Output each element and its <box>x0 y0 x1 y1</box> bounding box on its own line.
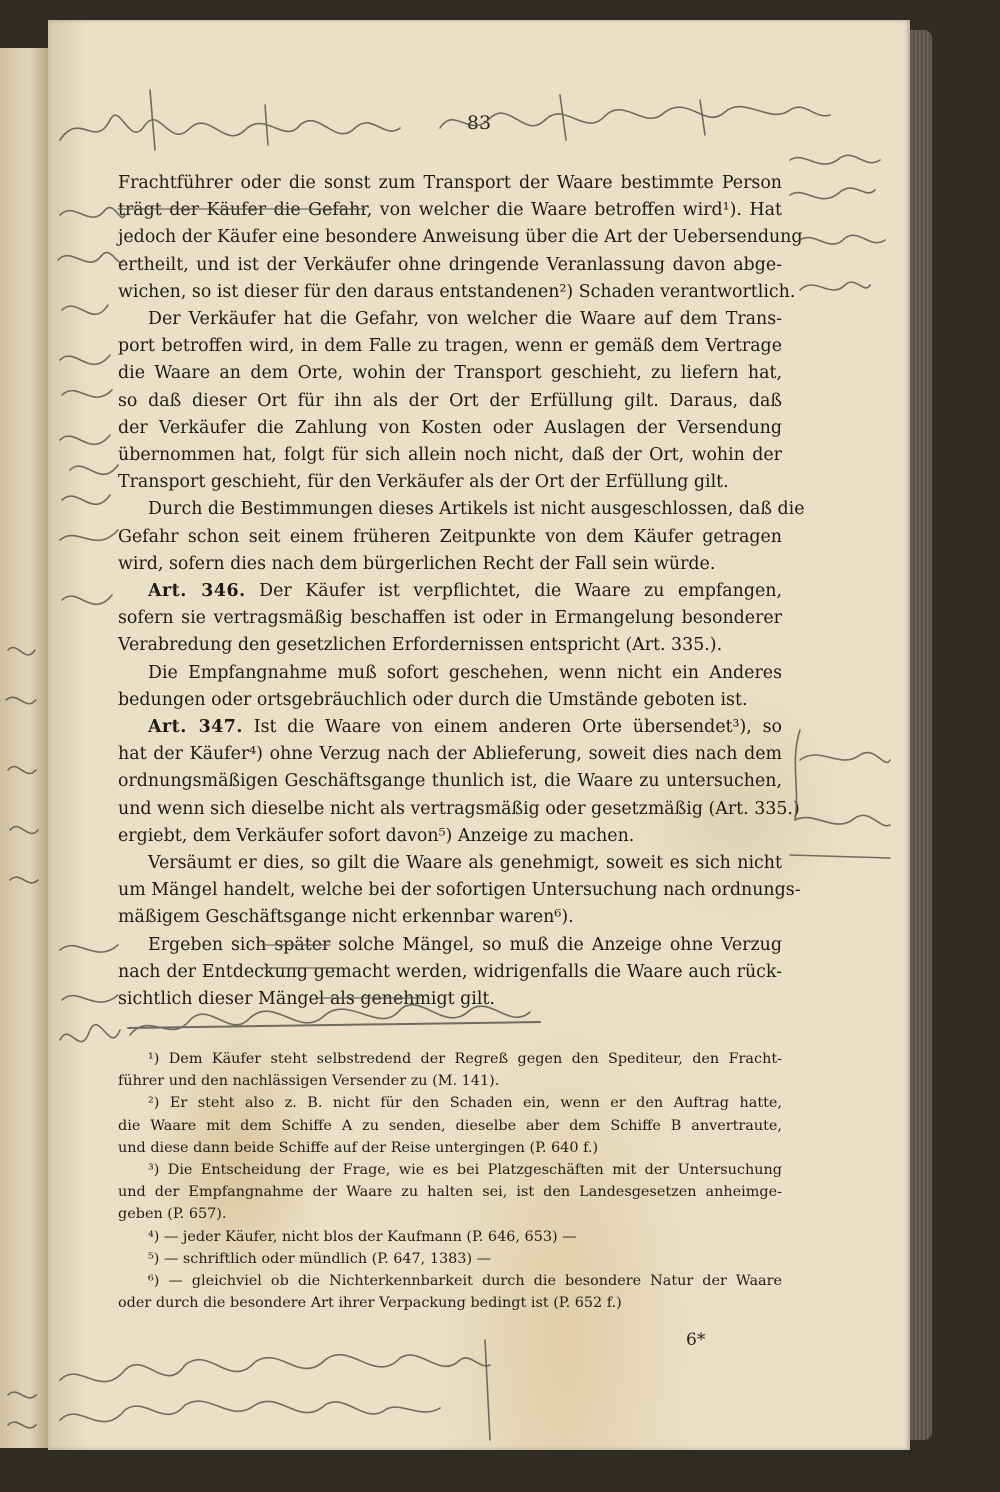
text-line-text: wichen, so ist dieser für den daraus entstandenen²) Schaden verantwortlich. <box>118 281 796 302</box>
text-line <box>118 333 782 360</box>
text-line-text: Ergeben sich später solche Mängel, so muß die Anzeige ohne Verzug <box>148 934 782 955</box>
footnote-line <box>118 1092 782 1114</box>
article-heading: Art. 347. <box>148 717 243 738</box>
text-line <box>118 469 782 496</box>
text-line-text: Frachtführer oder die sonst zum Transport der Waare bestimmte Person <box>118 173 782 193</box>
text-line <box>118 796 800 823</box>
footnote-line <box>118 1203 782 1225</box>
text-line-text: so daß dieser Ort für ihn als der Ort der Erfüllung gilt. Daraus, daß <box>118 390 782 411</box>
article-heading: Art. 346. <box>148 581 246 602</box>
text-line-text: der Verkäufer die Zahlung von Kosten oder Auslagen der Versendung <box>118 417 782 438</box>
text-line-text: und wenn sich dieselbe nicht als vertragsmäßig oder gesetzmäßig (Art. 335.) <box>118 798 800 819</box>
text-line <box>118 224 803 251</box>
text-line <box>118 252 782 279</box>
text-line-text: sichtlich dieser Mängel als genehmigt gilt. <box>118 989 495 1010</box>
text-line <box>118 877 801 904</box>
text-line-text: mäßigem Geschäftsgange nicht erkennbar waren⁶). <box>118 907 574 928</box>
footnote-line-text: ⁶) — gleichviel ob die Nichterkennbarkeit durch die besondere Natur der Waare <box>148 1273 782 1290</box>
text-line-text: hat der Käufer⁴) ohne Verzug nach der Ablieferung, soweit dies nach dem <box>118 744 782 765</box>
footnote-line-text: führer und den nachlässigen Versender zu (M. 141). <box>118 1073 500 1090</box>
footnote-line-text: die Waare mit dem Schiffe A zu senden, dieselbe aber dem Schiffe B anvertraute, <box>118 1117 782 1134</box>
text-line <box>118 551 782 578</box>
signature-mark: 6* <box>686 1330 706 1350</box>
text-line <box>118 687 782 714</box>
footnote-line-text: geben (P. 657). <box>118 1206 227 1223</box>
text-line-text: Gefahr schon seit einem früheren Zeitpunkte von dem Käufer getragen <box>118 526 782 547</box>
text-line <box>118 660 782 687</box>
text-line-text: ordnungsmäßigen Geschäftsgange thunlich ist, die Waare zu untersuchen, <box>118 771 782 792</box>
text-line <box>118 932 782 959</box>
text-line-text: sofern sie vertragsmäßig beschaffen ist oder in Ermangelung besonderer <box>118 608 782 629</box>
text-line-text: die Waare an dem Orte, wohin der Transport geschieht, zu liefern hat, <box>118 363 782 384</box>
footnote-line-text: ⁴) — jeder Käufer, nicht blos der Kaufmann (P. 646, 653) — <box>148 1228 577 1245</box>
text-line-text: Durch die Bestimmungen dieses Artikels ist nicht ausgeschlossen, daß die <box>148 499 805 520</box>
main-text-block <box>118 170 805 1013</box>
footnote-line <box>118 1115 782 1137</box>
text-line-text: nach der Entdeckung gemacht werden, widrigenfalls die Waare auch rück- <box>118 961 782 982</box>
page-number: 83 <box>466 112 492 134</box>
text-line-text: Der Verkäufer hat die Gefahr, von welcher die Waare auf dem Trans- <box>148 309 782 330</box>
footnote-line <box>118 1048 782 1070</box>
text-line <box>118 959 782 986</box>
text-line <box>118 904 782 931</box>
text-line-text: Versäumt er dies, so gilt die Waare als genehmigt, soweit es sich nicht <box>148 853 782 874</box>
text-line <box>118 768 782 795</box>
footnote-line-text: oder durch die besondere Art ihrer Verpackung bedingt ist (P. 652 f.) <box>118 1295 622 1312</box>
footnote-line-text: und diese dann beide Schiffe auf der Reise untergingen (P. 640 f.) <box>118 1139 599 1156</box>
text-line <box>118 279 796 306</box>
footnote-line-text: ¹) Dem Käufer steht selbstredend der Regreß gegen den Spediteur, den Fracht- <box>148 1051 782 1067</box>
footnote-line <box>118 1137 782 1159</box>
text-line-text: port betroffen wird, in dem Falle zu tragen, wenn er gemäß dem Vertrage <box>118 336 782 357</box>
footnote-line <box>118 1226 782 1248</box>
footnote-line <box>118 1159 782 1181</box>
text-line <box>118 632 782 659</box>
text-line-text: Die Empfangnahme muß sofort geschehen, wenn nicht ein Anderes <box>148 662 782 683</box>
text-line <box>118 388 782 415</box>
text-line <box>118 170 782 197</box>
text-line-text: ertheilt, und ist der Verkäufer ohne dringende Veranlassung davon abge- <box>118 254 782 275</box>
footnote-line <box>118 1292 782 1314</box>
footnote-line-text: ⁵) — schriftlich oder mündlich (P. 647, 1383) — <box>148 1250 492 1267</box>
text-line <box>118 496 805 523</box>
footnote-line-text: ²) Er steht also z. B. nicht für den Schaden ein, wenn er den Auftrag hatte, <box>148 1095 782 1112</box>
text-line <box>118 605 782 632</box>
text-line-text: jedoch der Käufer eine besondere Anweisung über die Art der Uebersendung <box>118 227 803 248</box>
text-line-text: Verabredung den gesetzlichen Erfordernissen entspricht (Art. 335.). <box>118 635 723 656</box>
text-line <box>118 442 782 469</box>
footnote-line <box>118 1270 782 1292</box>
footnote-line-text: ³) Die Entscheidung der Frage, wie es bei Platzgeschäften mit der Untersuchung <box>148 1162 782 1179</box>
footnote-line <box>118 1248 782 1270</box>
facing-page-edge <box>0 48 49 1448</box>
text-line <box>118 986 782 1013</box>
text-line <box>118 360 782 387</box>
footnotes-block <box>118 1048 782 1314</box>
text-line-text: trägt der Käufer die Gefahr, von welcher die Waare betroffen wird¹). Hat <box>118 200 782 221</box>
text-line-text: ergiebt, dem Verkäufer sofort davon⁵) Anzeige zu machen. <box>118 825 635 846</box>
footnote-line-text: und der Empfangnahme der Waare zu halten sei, ist den Landesgesetzen anheimge- <box>118 1184 782 1201</box>
text-line-text: wird, sofern dies nach dem bürgerlichen Recht der Fall sein würde. <box>118 553 716 574</box>
text-line <box>118 714 782 741</box>
footnote-line <box>118 1181 782 1203</box>
text-line <box>118 415 782 442</box>
footnote-line <box>118 1070 782 1092</box>
text-line <box>118 823 782 850</box>
text-line-text: Ist die Waare von einem anderen Orte übersendet³), so <box>242 717 782 738</box>
text-line <box>118 578 782 605</box>
text-line <box>118 741 782 768</box>
book-page-block-edge <box>910 30 932 1440</box>
text-line-text: Transport geschieht, für den Verkäufer als der Ort der Erfüllung gilt. <box>118 472 729 493</box>
text-line-text: Der Käufer ist verpflichtet, die Waare zu empfangen, <box>245 581 783 602</box>
text-line <box>118 197 782 224</box>
text-line <box>118 850 782 877</box>
text-line <box>118 306 782 333</box>
text-line-text: bedungen oder ortsgebräuchlich oder durch die Umstände geboten ist. <box>118 689 748 710</box>
text-line-text: übernommen hat, folgt für sich allein noch nicht, daß der Ort, wohin der <box>118 445 782 466</box>
text-line-text: um Mängel handelt, welche bei der sofortigen Untersuchung nach ordnungs- <box>118 880 801 901</box>
text-line <box>118 524 782 551</box>
